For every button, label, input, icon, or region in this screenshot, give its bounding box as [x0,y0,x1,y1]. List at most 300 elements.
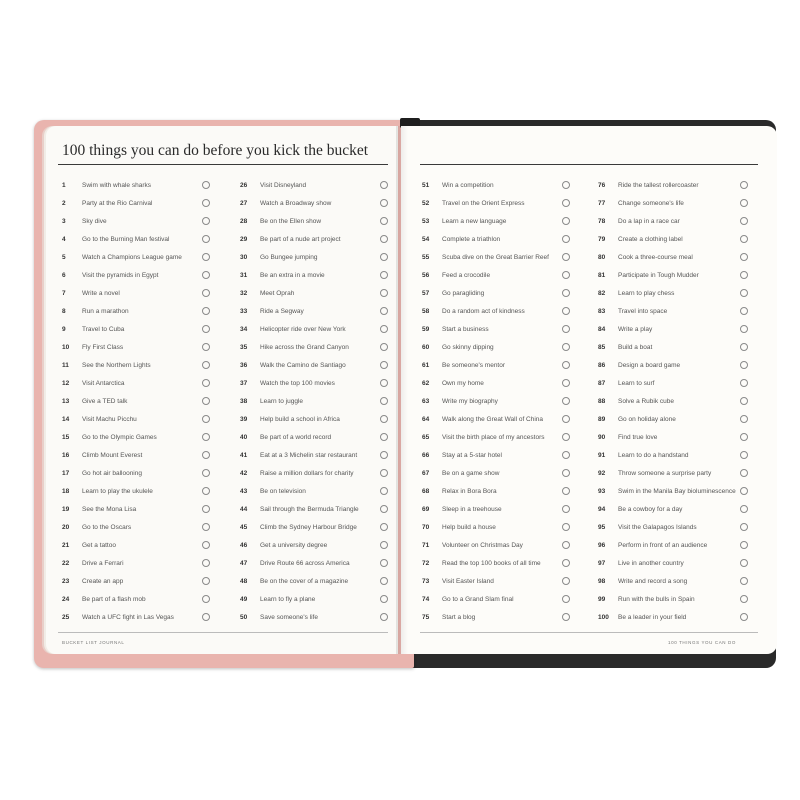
checkbox-circle-icon[interactable] [562,523,570,531]
checkbox-circle-icon[interactable] [740,451,748,459]
checkbox-circle-icon[interactable] [740,487,748,495]
list-item [62,410,212,428]
item-text: Learn to juggle [260,397,304,405]
checkbox-circle-icon[interactable] [202,595,210,603]
item-number: 13 [62,397,70,405]
item-text: Travel into space [618,307,668,315]
item-number: 52 [422,199,430,207]
checkbox-circle-icon[interactable] [380,595,388,603]
item-number: 76 [598,181,606,189]
item-text: Start a blog [442,613,476,621]
checkbox-circle-icon[interactable] [380,235,388,243]
checkbox-circle-icon[interactable] [562,181,570,189]
item-number: 92 [598,469,606,477]
list-item [62,482,212,500]
item-text: Learn to play the ukulele [82,487,153,495]
item-number: 72 [422,559,430,567]
footer-right: 100 THINGS YOU CAN DO [668,640,736,645]
item-number: 68 [422,487,430,495]
item-text: Perform in front of an audience [618,541,708,549]
item-text: Visit Machu Picchu [82,415,137,423]
item-number: 33 [240,307,248,315]
checkbox-circle-icon[interactable] [380,397,388,405]
checkbox-circle-icon[interactable] [202,577,210,585]
list-item [62,500,212,518]
item-text: Visit the birth place of my ancestors [442,433,545,441]
checkbox-circle-icon[interactable] [202,469,210,477]
list-item [240,212,390,230]
item-number: 90 [598,433,606,441]
item-number: 61 [422,361,430,369]
list-item [422,590,572,608]
checkbox-circle-icon[interactable] [380,199,388,207]
list-item [240,554,390,572]
list-item [422,428,572,446]
checkbox-circle-icon[interactable] [562,415,570,423]
checkbox-circle-icon[interactable] [740,469,748,477]
checklist-column-3 [422,176,572,626]
item-text: Visit Disneyland [260,181,307,189]
checkbox-circle-icon[interactable] [562,595,570,603]
checkbox-circle-icon[interactable] [202,289,210,297]
list-item [240,464,390,482]
item-text: Climb Mount Everest [82,451,143,459]
list-item [62,320,212,338]
item-number: 16 [62,451,70,459]
item-number: 78 [598,217,606,225]
checkbox-circle-icon[interactable] [380,253,388,261]
item-text: Meet Oprah [260,289,295,297]
checkbox-circle-icon[interactable] [740,271,748,279]
item-text: Be on the cover of a magazine [260,577,349,585]
list-item [62,212,212,230]
item-text: Help build a house [442,523,496,531]
item-text: Give a TED talk [82,397,128,405]
list-item [240,518,390,536]
item-text: Climb the Sydney Harbour Bridge [260,523,357,531]
checkbox-circle-icon[interactable] [380,505,388,513]
item-number: 89 [598,415,606,423]
list-item [62,590,212,608]
list-item [422,338,572,356]
checkbox-circle-icon[interactable] [562,505,570,513]
checkbox-circle-icon[interactable] [740,433,748,441]
item-number: 93 [598,487,606,495]
checkbox-circle-icon[interactable] [562,343,570,351]
item-text: Be part of a world record [260,433,332,441]
list-item [598,302,750,320]
item-text: Eat at a 3 Michelin star restaurant [260,451,358,459]
item-number: 91 [598,451,606,459]
list-item [598,194,750,212]
item-text: Get a university degree [260,541,328,549]
checkbox-circle-icon[interactable] [740,181,748,189]
item-number: 36 [240,361,248,369]
checkbox-circle-icon[interactable] [562,451,570,459]
item-number: 38 [240,397,248,405]
list-item [62,464,212,482]
item-text: Create a clothing label [618,235,683,243]
checkbox-circle-icon[interactable] [380,415,388,423]
item-number: 22 [62,559,70,567]
item-number: 88 [598,397,606,405]
checkbox-circle-icon[interactable] [740,559,748,567]
checkbox-circle-icon[interactable] [562,379,570,387]
item-number: 28 [240,217,248,225]
list-item [598,428,750,446]
item-number: 30 [240,253,248,261]
item-text: Go paragliding [442,289,485,297]
list-item [62,572,212,590]
item-number: 46 [240,541,248,549]
checkbox-circle-icon[interactable] [380,361,388,369]
checkbox-circle-icon[interactable] [740,289,748,297]
footer-left: BUCKET LIST JOURNAL [62,640,125,645]
checkbox-circle-icon[interactable] [202,325,210,333]
item-text: Help build a school in Africa [260,415,340,423]
list-item [240,176,390,194]
item-number: 26 [240,181,248,189]
checkbox-circle-icon[interactable] [562,487,570,495]
list-item [62,518,212,536]
list-item [240,320,390,338]
list-item [422,500,572,518]
item-text: Raise a million dollars for charity [260,469,354,477]
item-text: Walk the Camino de Santiago [260,361,346,369]
item-number: 32 [240,289,248,297]
item-text: Learn to surf [618,379,655,387]
list-item [422,482,572,500]
checkbox-circle-icon[interactable] [562,235,570,243]
checkbox-circle-icon[interactable] [740,361,748,369]
item-text: Visit the pyramids in Egypt [82,271,159,279]
right-top-rule [420,164,758,165]
checkbox-circle-icon[interactable] [202,451,210,459]
checkbox-circle-icon[interactable] [740,253,748,261]
checkbox-circle-icon[interactable] [562,217,570,225]
list-item [62,176,212,194]
item-number: 66 [422,451,430,459]
item-number: 80 [598,253,606,261]
item-text: Be part of a nude art project [260,235,341,243]
checkbox-circle-icon[interactable] [562,433,570,441]
checkbox-circle-icon[interactable] [740,235,748,243]
item-number: 50 [240,613,248,621]
list-item [598,266,750,284]
checkbox-circle-icon[interactable] [380,307,388,315]
checkbox-circle-icon[interactable] [562,559,570,567]
item-text: Visit Antarctica [82,379,125,387]
checkbox-circle-icon[interactable] [740,577,748,585]
item-text: Walk along the Great Wall of China [442,415,544,423]
item-text: Live in another country [618,559,684,567]
item-text: Party at the Rio Carnival [82,199,153,207]
item-number: 24 [62,595,70,603]
checkbox-circle-icon[interactable] [562,361,570,369]
item-text: Relax in Bora Bora [442,487,497,495]
checkbox-circle-icon[interactable] [380,487,388,495]
list-item [62,356,212,374]
checkbox-circle-icon[interactable] [202,271,210,279]
item-number: 40 [240,433,248,441]
checklist-column-4 [598,176,750,626]
item-number: 8 [62,307,66,315]
checkbox-circle-icon[interactable] [740,523,748,531]
item-number: 83 [598,307,606,315]
list-item [240,374,390,392]
checkbox-circle-icon[interactable] [562,541,570,549]
list-item [240,500,390,518]
list-item [62,554,212,572]
checkbox-circle-icon[interactable] [562,271,570,279]
checkbox-circle-icon[interactable] [202,487,210,495]
checkbox-circle-icon[interactable] [202,415,210,423]
list-item [422,284,572,302]
list-item [422,302,572,320]
item-text: Complete a triathlon [442,235,501,243]
list-item [598,590,750,608]
checkbox-circle-icon[interactable] [380,181,388,189]
item-number: 100 [598,613,609,621]
item-number: 4 [62,235,66,243]
list-item [62,302,212,320]
item-text: Learn to do a handstand [618,451,689,459]
item-number: 41 [240,451,248,459]
list-item [422,392,572,410]
item-number: 34 [240,325,248,333]
item-text: Sail through the Bermuda Triangle [260,505,359,513]
item-text: Watch a UFC fight in Las Vegas [82,613,174,621]
checkbox-circle-icon[interactable] [380,343,388,351]
checkbox-circle-icon[interactable] [202,433,210,441]
list-item [598,320,750,338]
list-item [598,446,750,464]
item-number: 21 [62,541,70,549]
item-text: Throw someone a surprise party [618,469,712,477]
item-text: Be on television [260,487,306,495]
item-text: Watch a Broadway show [260,199,332,207]
item-text: Be an extra in a movie [260,271,325,279]
checkbox-circle-icon[interactable] [202,343,210,351]
checkbox-circle-icon[interactable] [202,307,210,315]
item-number: 73 [422,577,430,585]
list-item [240,572,390,590]
item-number: 9 [62,325,66,333]
list-item [422,410,572,428]
checkbox-circle-icon[interactable] [380,577,388,585]
checkbox-circle-icon[interactable] [562,289,570,297]
checkbox-circle-icon[interactable] [380,271,388,279]
item-number: 11 [62,361,69,369]
checkbox-circle-icon[interactable] [202,379,210,387]
checkbox-circle-icon[interactable] [202,181,210,189]
checkbox-circle-icon[interactable] [202,199,210,207]
item-number: 48 [240,577,248,585]
checkbox-circle-icon[interactable] [202,613,210,621]
checkbox-circle-icon[interactable] [740,397,748,405]
list-item [240,428,390,446]
item-text: See the Northern Lights [82,361,151,369]
item-number: 42 [240,469,248,477]
item-text: Visit Easter Island [442,577,494,585]
checkbox-circle-icon[interactable] [562,325,570,333]
item-text: Start a business [442,325,489,333]
checkbox-circle-icon[interactable] [202,217,210,225]
checkbox-circle-icon[interactable] [380,433,388,441]
item-number: 70 [422,523,430,531]
title-rule [58,164,388,165]
item-text: Stay at a 5-star hotel [442,451,502,459]
item-number: 87 [598,379,606,387]
item-text: Read the top 100 books of all time [442,559,541,567]
item-number: 97 [598,559,606,567]
item-text: Hike across the Grand Canyon [260,343,349,351]
list-item [62,266,212,284]
item-number: 51 [422,181,430,189]
checkbox-circle-icon[interactable] [562,199,570,207]
list-item [62,230,212,248]
checkbox-circle-icon[interactable] [740,217,748,225]
list-item [598,176,750,194]
item-number: 1 [62,181,66,189]
item-text: Learn a new language [442,217,507,225]
list-item [240,446,390,464]
checkbox-circle-icon[interactable] [740,307,748,315]
list-item [240,284,390,302]
item-text: Build a boat [618,343,653,351]
list-item [598,212,750,230]
checkbox-circle-icon[interactable] [740,325,748,333]
checkbox-circle-icon[interactable] [202,235,210,243]
item-number: 19 [62,505,70,513]
checklist-column-2 [240,176,390,626]
item-number: 79 [598,235,606,243]
checkbox-circle-icon[interactable] [740,613,748,621]
checkbox-circle-icon[interactable] [562,613,570,621]
list-item [598,248,750,266]
checkbox-circle-icon[interactable] [562,307,570,315]
checkbox-circle-icon[interactable] [562,253,570,261]
item-number: 53 [422,217,430,225]
list-item [422,464,572,482]
list-item [422,446,572,464]
checkbox-circle-icon[interactable] [380,523,388,531]
checkbox-circle-icon[interactable] [380,379,388,387]
checkbox-circle-icon[interactable] [740,415,748,423]
item-number: 25 [62,613,70,621]
item-text: Go to the Oscars [82,523,132,531]
item-text: Go Bungee jumping [260,253,318,261]
item-text: Go skinny dipping [442,343,494,351]
checkbox-circle-icon[interactable] [380,451,388,459]
checkbox-circle-icon[interactable] [380,541,388,549]
item-number: 85 [598,343,606,351]
item-text: Go on holiday alone [618,415,676,423]
checkbox-circle-icon[interactable] [740,595,748,603]
item-number: 31 [240,271,248,279]
list-item [422,248,572,266]
checkbox-circle-icon[interactable] [562,397,570,405]
item-text: Ride a Segway [260,307,304,315]
item-number: 67 [422,469,430,477]
item-text: Write a play [618,325,653,333]
item-number: 29 [240,235,248,243]
list-item [598,284,750,302]
checkbox-circle-icon[interactable] [202,253,210,261]
item-number: 95 [598,523,606,531]
checkbox-circle-icon[interactable] [380,289,388,297]
checkbox-circle-icon[interactable] [380,325,388,333]
list-item [598,536,750,554]
item-text: Change someone's life [618,199,684,207]
list-item [598,554,750,572]
item-text: Go to the Burning Man festival [82,235,170,243]
item-text: Do a lap in a race car [618,217,680,225]
checkbox-circle-icon[interactable] [562,577,570,585]
item-number: 57 [422,289,430,297]
list-item [62,284,212,302]
list-item [240,230,390,248]
checkbox-circle-icon[interactable] [740,379,748,387]
list-item [62,194,212,212]
item-number: 58 [422,307,430,315]
checkbox-circle-icon[interactable] [202,559,210,567]
list-item [422,266,572,284]
item-text: Go to the Olympic Games [82,433,157,441]
item-number: 49 [240,595,248,603]
list-item [422,554,572,572]
list-item [598,608,750,626]
checkbox-circle-icon[interactable] [380,559,388,567]
checkbox-circle-icon[interactable] [380,217,388,225]
item-text: Write and record a song [618,577,688,585]
list-item [422,374,572,392]
checkbox-circle-icon[interactable] [380,613,388,621]
item-text: Participate in Tough Mudder [618,271,699,279]
item-text: Watch the top 100 movies [260,379,335,387]
item-number: 69 [422,505,430,513]
checkbox-circle-icon[interactable] [740,343,748,351]
checkbox-circle-icon[interactable] [202,361,210,369]
checkbox-circle-icon[interactable] [562,469,570,477]
item-text: See the Mona Lisa [82,505,137,513]
item-text: Helicopter ride over New York [260,325,346,333]
list-item [62,374,212,392]
list-item [598,410,750,428]
list-item [422,230,572,248]
item-text: Drive a Ferrari [82,559,124,567]
list-item [62,248,212,266]
item-text: Cook a three-course meal [618,253,693,261]
checkbox-circle-icon[interactable] [740,199,748,207]
list-item [240,194,390,212]
checkbox-circle-icon[interactable] [740,541,748,549]
checkbox-circle-icon[interactable] [202,505,210,513]
item-number: 12 [62,379,70,387]
checkbox-circle-icon[interactable] [202,397,210,405]
item-text: Be a leader in your field [618,613,687,621]
item-number: 37 [240,379,248,387]
checkbox-circle-icon[interactable] [740,505,748,513]
item-number: 99 [598,595,606,603]
item-text: Solve a Rubik cube [618,397,675,405]
item-text: Travel on the Orient Express [442,199,525,207]
item-text: Find true love [618,433,658,441]
checkbox-circle-icon[interactable] [380,469,388,477]
checkbox-circle-icon[interactable] [202,523,210,531]
checkbox-circle-icon[interactable] [202,541,210,549]
item-text: Run a marathon [82,307,129,315]
